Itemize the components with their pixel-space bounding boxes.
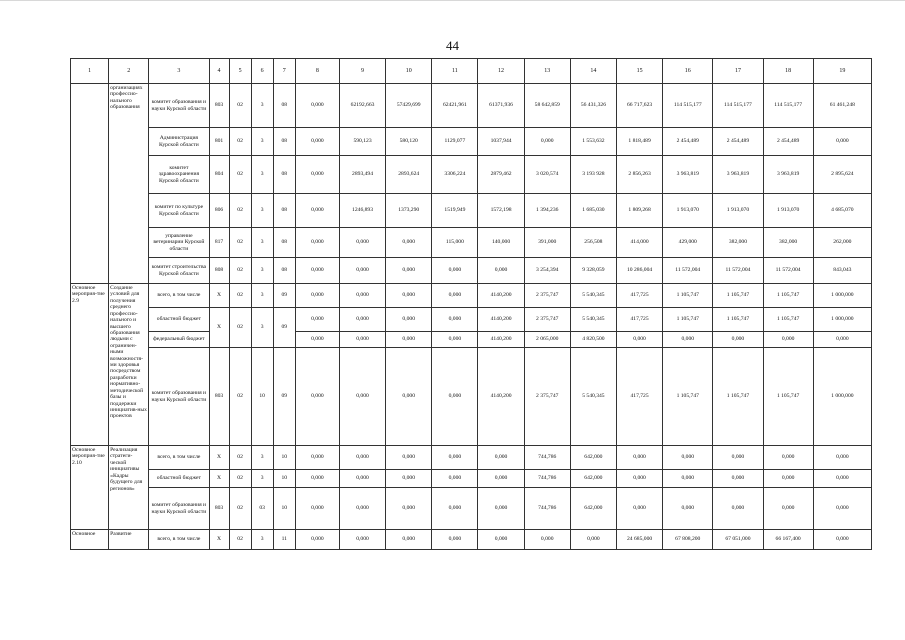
code-cell: 02 — [229, 258, 251, 284]
code-cell: 10 — [251, 348, 273, 446]
code-cell: X — [209, 470, 229, 488]
amount-cell: 0,000 — [386, 446, 432, 470]
amount-cell: 0,000 — [386, 284, 432, 308]
amount-cell: 0,000 — [478, 488, 524, 530]
amount-cell: 0,000 — [663, 488, 713, 530]
amount-cell: 0,000 — [432, 488, 478, 530]
executor-cell: комитет по культуре Курской области — [149, 194, 209, 228]
column-header-17: 17 — [713, 59, 763, 84]
amount-cell: 0,000 — [713, 446, 763, 470]
amount-cell: 66 167,400 — [763, 530, 813, 550]
amount-cell: 0,000 — [295, 488, 339, 530]
amount-cell: 382,000 — [763, 228, 813, 258]
amount-cell: 0,000 — [339, 332, 385, 348]
code-cell: 09 — [273, 308, 295, 348]
scan-edge-line — [0, 0, 905, 1]
amount-cell: 0,000 — [295, 84, 339, 128]
amount-cell: 0,000 — [386, 530, 432, 550]
page-number: 44 — [446, 38, 459, 53]
amount-cell: 0,000 — [713, 470, 763, 488]
amount-cell: 11 572,004 — [763, 258, 813, 284]
column-header-19: 19 — [813, 59, 871, 84]
amount-cell: 1 818,489 — [616, 128, 662, 156]
amount-cell: 0,000 — [386, 228, 432, 258]
column-header-2: 2 — [109, 59, 149, 84]
amount-cell: 2 375,747 — [524, 308, 570, 332]
code-cell: 08 — [273, 84, 295, 128]
table-row — [71, 84, 872, 128]
amount-cell: 0,000 — [295, 128, 339, 156]
amount-cell: 2 454,489 — [713, 128, 763, 156]
amount-cell: 0,000 — [295, 332, 339, 348]
code-cell: 3 — [251, 228, 273, 258]
column-header-13: 13 — [524, 59, 570, 84]
amount-cell: 114 515,177 — [663, 84, 713, 128]
amount-cell: 0,000 — [763, 332, 813, 348]
code-cell: 10 — [273, 488, 295, 530]
amount-cell: 0,000 — [813, 530, 871, 550]
column-header-3: 3 — [149, 59, 209, 84]
column-header-4: 4 — [209, 59, 229, 84]
amount-cell: 5 540,345 — [570, 284, 616, 308]
amount-cell: 1373,290 — [386, 194, 432, 228]
amount-cell: 262,000 — [813, 228, 871, 258]
column-header-11: 11 — [432, 59, 478, 84]
amount-cell: 0,000 — [432, 284, 478, 308]
table-row — [71, 308, 872, 332]
amount-cell: 0,000 — [813, 332, 871, 348]
code-cell: 02 — [229, 194, 251, 228]
amount-cell: 0,000 — [813, 488, 871, 530]
amount-cell: 11 572,004 — [713, 258, 763, 284]
code-cell: 803 — [209, 348, 229, 446]
code-cell: X — [209, 308, 229, 348]
amount-cell: 5 540,345 — [570, 308, 616, 332]
measure-id-cell: Основное — [71, 530, 109, 550]
amount-cell: 2 065,000 — [524, 332, 570, 348]
code-cell: 02 — [229, 228, 251, 258]
amount-cell: 0,000 — [432, 308, 478, 332]
budget-table — [70, 58, 872, 550]
amount-cell: 0,000 — [386, 258, 432, 284]
amount-cell: 0,000 — [295, 258, 339, 284]
amount-cell: 0,000 — [339, 308, 385, 332]
amount-cell: 744,786 — [524, 470, 570, 488]
amount-cell: 0,000 — [713, 488, 763, 530]
amount-cell: 56 431,326 — [570, 84, 616, 128]
table-body — [71, 59, 872, 550]
table-row — [71, 446, 872, 470]
measure-id-cell: Основное мероприя-тие 2.10 — [71, 446, 109, 530]
amount-cell: 1 000,000 — [813, 348, 871, 446]
table-row — [71, 332, 872, 348]
amount-cell: 0,000 — [478, 258, 524, 284]
code-cell: 02 — [229, 488, 251, 530]
table-row — [71, 156, 872, 194]
amount-cell: 1 809,268 — [616, 194, 662, 228]
amount-cell: 391,000 — [524, 228, 570, 258]
column-header-9: 9 — [339, 59, 385, 84]
code-cell: 10 — [273, 446, 295, 470]
code-cell: 3 — [251, 128, 273, 156]
amount-cell: 0,000 — [524, 128, 570, 156]
column-header-8: 8 — [295, 59, 339, 84]
code-cell: 09 — [273, 348, 295, 446]
amount-cell: 0,000 — [295, 470, 339, 488]
column-header-7: 7 — [273, 59, 295, 84]
amount-cell: 0,000 — [339, 228, 385, 258]
amount-cell: 57429,699 — [386, 84, 432, 128]
amount-cell: 429,000 — [663, 228, 713, 258]
code-cell: 02 — [229, 84, 251, 128]
code-cell: 3 — [251, 530, 273, 550]
amount-cell: 1 105,747 — [713, 284, 763, 308]
amount-cell: 1 913,070 — [763, 194, 813, 228]
amount-cell: 0,000 — [663, 446, 713, 470]
amount-cell: 3 963,819 — [763, 156, 813, 194]
code-cell: 801 — [209, 128, 229, 156]
amount-cell: 67 808,200 — [663, 530, 713, 550]
code-cell: 808 — [209, 258, 229, 284]
amount-cell: 642,000 — [570, 488, 616, 530]
code-cell: 11 — [273, 530, 295, 550]
amount-cell: 0,000 — [616, 488, 662, 530]
amount-cell: 1 553,632 — [570, 128, 616, 156]
amount-cell: 417,725 — [616, 308, 662, 332]
measure-name-cell: организациях профессио-нального образования — [109, 84, 149, 284]
column-header-12: 12 — [478, 59, 524, 84]
code-cell: 02 — [229, 128, 251, 156]
amount-cell: 24 685,000 — [616, 530, 662, 550]
amount-cell: 414,000 — [616, 228, 662, 258]
amount-cell: 1 105,747 — [663, 308, 713, 332]
amount-cell: 0,000 — [478, 530, 524, 550]
amount-cell: 3 963,819 — [713, 156, 763, 194]
amount-cell: 4140,200 — [478, 284, 524, 308]
code-cell: 3 — [251, 308, 273, 348]
amount-cell: 0,000 — [524, 530, 570, 550]
amount-cell: 11 572,004 — [663, 258, 713, 284]
code-cell: 3 — [251, 84, 273, 128]
amount-cell: 62192,663 — [339, 84, 385, 128]
column-header-16: 16 — [663, 59, 713, 84]
table-row — [71, 128, 872, 156]
code-cell: 3 — [251, 284, 273, 308]
amount-cell: 1 105,747 — [763, 284, 813, 308]
amount-cell: 3 020,574 — [524, 156, 570, 194]
amount-cell: 0,000 — [713, 332, 763, 348]
amount-cell: 0,000 — [763, 488, 813, 530]
column-header-18: 18 — [763, 59, 813, 84]
amount-cell: 417,725 — [616, 284, 662, 308]
amount-cell: 744,786 — [524, 446, 570, 470]
amount-cell: 0,000 — [295, 228, 339, 258]
executor-cell: комитет образования и науки Курской области — [149, 348, 209, 446]
amount-cell: 0,000 — [478, 446, 524, 470]
amount-cell: 0,000 — [295, 156, 339, 194]
amount-cell: 140,000 — [478, 228, 524, 258]
executor-cell: комитет образования и науки Курской области — [149, 488, 209, 530]
measure-name-cell: Создание условий для получения среднего профессио-нального и высшего образования людьми с ограничен-ными возможностя-ми здоровья посредством разработки нормативно-методической базы и поддержки инициатив-ных проектов — [109, 284, 149, 446]
code-cell: 3 — [251, 446, 273, 470]
amount-cell: 0,000 — [432, 446, 478, 470]
executor-cell: всего, в том числе — [149, 284, 209, 308]
amount-cell: 0,000 — [663, 470, 713, 488]
code-cell: 02 — [229, 284, 251, 308]
amount-cell: 2 856,263 — [616, 156, 662, 194]
column-header-15: 15 — [616, 59, 662, 84]
amount-cell: 0,000 — [432, 470, 478, 488]
amount-cell: 1037,944 — [478, 128, 524, 156]
amount-cell: 0,000 — [478, 470, 524, 488]
table-row — [71, 284, 872, 308]
code-cell: X — [209, 446, 229, 470]
amount-cell: 382,000 — [713, 228, 763, 258]
amount-cell: 0,000 — [339, 284, 385, 308]
amount-cell: 62421,961 — [432, 84, 478, 128]
measure-name-cell: Развитие — [109, 530, 149, 550]
amount-cell: 1572,198 — [478, 194, 524, 228]
amount-cell: 61 461,248 — [813, 84, 871, 128]
code-cell: 02 — [229, 348, 251, 446]
code-cell: 08 — [273, 194, 295, 228]
executor-cell: федеральный бюджет — [149, 332, 209, 348]
amount-cell: 0,000 — [386, 332, 432, 348]
amount-cell: 0,000 — [339, 530, 385, 550]
measure-id-cell — [71, 84, 109, 284]
column-header-5: 5 — [229, 59, 251, 84]
measure-id-cell: Основное мероприя-тие 2.9 — [71, 284, 109, 446]
code-cell: 02 — [229, 308, 251, 348]
executor-cell: областной бюджет — [149, 470, 209, 488]
amount-cell: 4140,200 — [478, 348, 524, 446]
amount-cell: 2 454,489 — [663, 128, 713, 156]
amount-cell: 0,000 — [432, 530, 478, 550]
amount-cell: 256,508 — [570, 228, 616, 258]
table-row — [71, 228, 872, 258]
amount-cell: 61371,936 — [478, 84, 524, 128]
amount-cell: 0,000 — [339, 348, 385, 446]
code-cell: 02 — [229, 446, 251, 470]
code-cell: 803 — [209, 84, 229, 128]
code-cell: 08 — [273, 156, 295, 194]
amount-cell: 0,000 — [295, 194, 339, 228]
amount-cell: 2 454,489 — [763, 128, 813, 156]
amount-cell: 66 717,623 — [616, 84, 662, 128]
amount-cell: 2893,624 — [386, 156, 432, 194]
amount-cell: 0,000 — [432, 332, 478, 348]
amount-cell: 2 375,747 — [524, 284, 570, 308]
amount-cell: 0,000 — [432, 258, 478, 284]
code-cell: 02 — [229, 530, 251, 550]
amount-cell: 67 051,000 — [713, 530, 763, 550]
code-cell: 08 — [273, 228, 295, 258]
amount-cell: 0,000 — [386, 470, 432, 488]
code-cell: 804 — [209, 156, 229, 194]
amount-cell: 1 105,747 — [713, 308, 763, 332]
amount-cell: 2893,494 — [339, 156, 385, 194]
amount-cell: 0,000 — [386, 348, 432, 446]
amount-cell: 3 193 928 — [570, 156, 616, 194]
table-row — [71, 348, 872, 446]
code-cell: 803 — [209, 488, 229, 530]
amount-cell: 3 963,819 — [663, 156, 713, 194]
amount-cell: 0,000 — [339, 488, 385, 530]
amount-cell: 115,000 — [432, 228, 478, 258]
code-cell: 08 — [273, 258, 295, 284]
amount-cell: 1 913,070 — [663, 194, 713, 228]
amount-cell: 1 000,000 — [813, 284, 871, 308]
amount-cell: 642,000 — [570, 446, 616, 470]
code-cell: 02 — [229, 156, 251, 194]
column-header-6: 6 — [251, 59, 273, 84]
code-cell: X — [209, 284, 229, 308]
amount-cell: 0,000 — [339, 446, 385, 470]
table-row — [71, 530, 872, 550]
amount-cell: 9 328,059 — [570, 258, 616, 284]
executor-cell: комитет образования и науки Курской области — [149, 84, 209, 128]
amount-cell: 0,000 — [570, 530, 616, 550]
code-cell: 10 — [273, 470, 295, 488]
code-cell: 3 — [251, 258, 273, 284]
amount-cell: 1 000,000 — [813, 308, 871, 332]
amount-cell: 1246,893 — [339, 194, 385, 228]
executor-cell: областной бюджет — [149, 308, 209, 332]
amount-cell: 580,120 — [386, 128, 432, 156]
amount-cell: 1 105,747 — [713, 348, 763, 446]
amount-cell: 1 105,747 — [663, 284, 713, 308]
amount-cell: 0,000 — [813, 446, 871, 470]
amount-cell: 4140,200 — [478, 308, 524, 332]
amount-cell: 0,000 — [616, 332, 662, 348]
executor-cell: Администрация Курской области — [149, 128, 209, 156]
executor-cell: всего, в том числе — [149, 446, 209, 470]
amount-cell: 0,000 — [386, 308, 432, 332]
amount-cell: 0,000 — [295, 446, 339, 470]
amount-cell: 2879,462 — [478, 156, 524, 194]
executor-cell: управление ветеринарии Курской области — [149, 228, 209, 258]
amount-cell: 1 913,070 — [713, 194, 763, 228]
amount-cell: 1 105,747 — [763, 308, 813, 332]
code-cell: 817 — [209, 228, 229, 258]
amount-cell: 3306,224 — [432, 156, 478, 194]
amount-cell: 0,000 — [763, 470, 813, 488]
amount-cell: 0,000 — [295, 530, 339, 550]
amount-cell: 1 105,747 — [663, 348, 713, 446]
code-cell: 08 — [273, 128, 295, 156]
amount-cell: 590,123 — [339, 128, 385, 156]
executor-cell: комитет строительства Курской области — [149, 258, 209, 284]
measure-name-cell: Реализация стратеги-ческой инициативы «Кадры будущего для регионов» — [109, 446, 149, 530]
table-row — [71, 470, 872, 488]
amount-cell: 0,000 — [339, 470, 385, 488]
column-header-1: 1 — [71, 59, 109, 84]
code-cell: 806 — [209, 194, 229, 228]
amount-cell: 0,000 — [432, 348, 478, 446]
amount-cell: 417,725 — [616, 348, 662, 446]
amount-cell: 114 515,177 — [713, 84, 763, 128]
code-cell: 02 — [229, 470, 251, 488]
amount-cell: 744,786 — [524, 488, 570, 530]
amount-cell: 1519,949 — [432, 194, 478, 228]
amount-cell: 0,000 — [295, 284, 339, 308]
amount-cell: 0,000 — [663, 332, 713, 348]
amount-cell: 0,000 — [295, 308, 339, 332]
table-row — [71, 258, 872, 284]
code-cell: 3 — [251, 156, 273, 194]
code-cell: X — [209, 530, 229, 550]
amount-cell: 2 375,747 — [524, 348, 570, 446]
amount-cell: 1 105,747 — [763, 348, 813, 446]
amount-cell: 5 540,345 — [570, 348, 616, 446]
table-row — [71, 194, 872, 228]
amount-cell: 4 685,070 — [813, 194, 871, 228]
column-header-14: 14 — [570, 59, 616, 84]
amount-cell: 0,000 — [295, 348, 339, 446]
amount-cell: 1 394,236 — [524, 194, 570, 228]
amount-cell: 58 642,859 — [524, 84, 570, 128]
amount-cell: 114 515,177 — [763, 84, 813, 128]
amount-cell: 0,000 — [616, 446, 662, 470]
code-cell: 3 — [251, 470, 273, 488]
amount-cell: 1129,077 — [432, 128, 478, 156]
amount-cell: 0,000 — [386, 488, 432, 530]
code-cell: 03 — [251, 488, 273, 530]
header-row — [71, 59, 872, 84]
amount-cell: 0,000 — [763, 446, 813, 470]
amount-cell: 642,000 — [570, 470, 616, 488]
amount-cell: 4140,200 — [478, 332, 524, 348]
amount-cell: 0,000 — [616, 470, 662, 488]
code-cell: 09 — [273, 284, 295, 308]
amount-cell: 0,000 — [813, 470, 871, 488]
amount-cell: 4 820,500 — [570, 332, 616, 348]
amount-cell: 843,043 — [813, 258, 871, 284]
table-row — [71, 488, 872, 530]
amount-cell: 0,000 — [813, 128, 871, 156]
amount-cell: 10 286,004 — [616, 258, 662, 284]
code-cell: 3 — [251, 194, 273, 228]
executor-cell: всего, в том числе — [149, 530, 209, 550]
amount-cell: 2 895,624 — [813, 156, 871, 194]
amount-cell: 0,000 — [339, 258, 385, 284]
executor-cell: комитет здравоохранения Курской области — [149, 156, 209, 194]
amount-cell: 3 254,394 — [524, 258, 570, 284]
column-header-10: 10 — [386, 59, 432, 84]
amount-cell: 1 685,030 — [570, 194, 616, 228]
